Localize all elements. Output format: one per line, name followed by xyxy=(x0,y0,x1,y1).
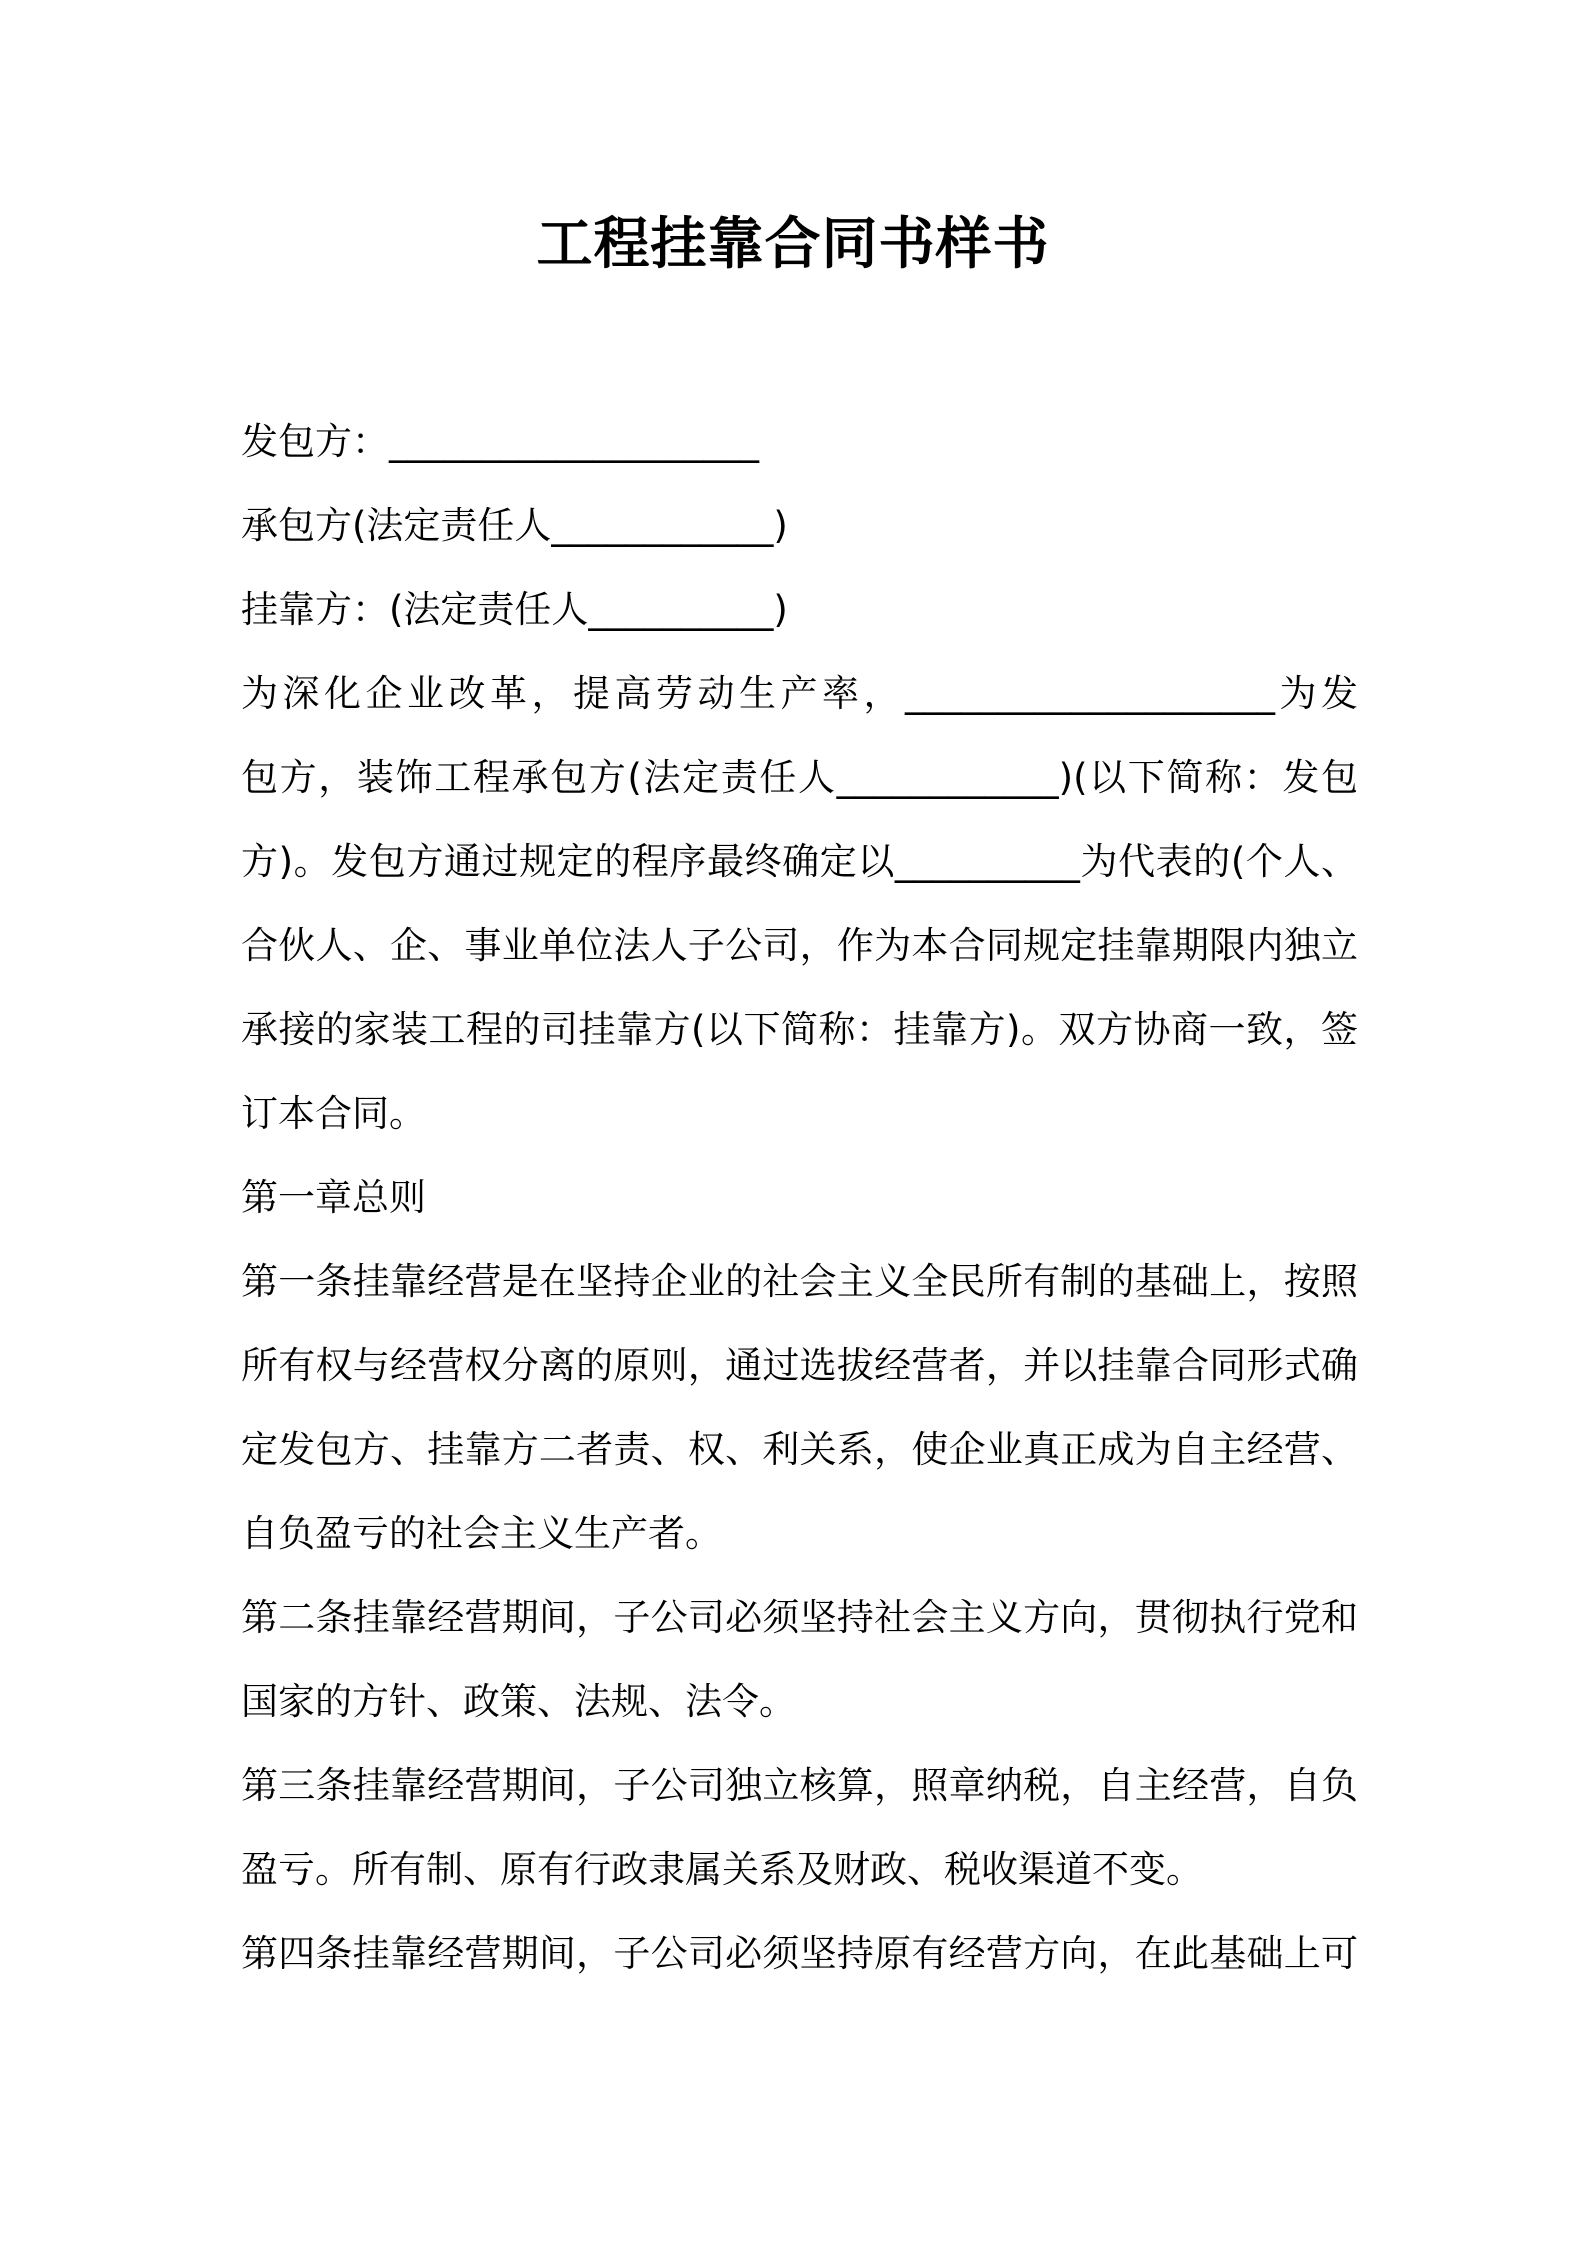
article-line: 第四条挂靠经营期间，子公司必须坚持原有经营方向，在此基础上可 xyxy=(241,1932,1358,1975)
contractor-line: 承包方(法定责任人____________) xyxy=(241,504,788,547)
article-line: 第三条挂靠经营期间，子公司独立核算，照章纳税，自主经营，自负 xyxy=(241,1764,1358,1807)
paragraph-line: 订本合同。 xyxy=(241,1092,426,1135)
paragraph-line: 方)。发包方通过规定的程序最终确定以__________为代表的(个人、 xyxy=(241,840,1358,883)
paragraph-line: 包方，装饰工程承包方(法定责任人____________)(以下简称：发包 xyxy=(241,756,1358,799)
affiliate-line: 挂靠方：(法定责任人__________) xyxy=(241,588,788,631)
article-line: 定发包方、挂靠方二者责、权、利关系，使企业真正成为自主经营、 xyxy=(241,1428,1358,1471)
document-body xyxy=(241,400,1358,1996)
article-line: 所有权与经营权分离的原则，通过选拔经营者，并以挂靠合同形式确 xyxy=(241,1344,1358,1387)
paragraph-line: 为深化企业改革，提高劳动生产率，____________________为发 xyxy=(241,672,1358,715)
article-line: 盈亏。所有制、原有行政隶属关系及财政、税收渠道不变。 xyxy=(241,1848,1203,1891)
party-a-line: 发包方：____________________ xyxy=(241,420,759,463)
document-title: 工程挂靠合同书样书 xyxy=(536,212,1050,277)
paragraph-line: 承接的家装工程的司挂靠方(以下简称：挂靠方)。双方协商一致，签 xyxy=(241,1008,1358,1051)
article-line: 第一条挂靠经营是在坚持企业的社会主义全民所有制的基础上，按照 xyxy=(241,1260,1358,1303)
article-line: 第二条挂靠经营期间，子公司必须坚持社会主义方向，贯彻执行党和 xyxy=(241,1596,1358,1639)
chapter-heading: 第一章总则 xyxy=(241,1176,426,1219)
article-line: 自负盈亏的社会主义生产者。 xyxy=(241,1512,722,1555)
paragraph-line: 合伙人、企、事业单位法人子公司，作为本合同规定挂靠期限内独立 xyxy=(241,924,1358,967)
article-line: 国家的方针、政策、法规、法令。 xyxy=(241,1680,796,1723)
